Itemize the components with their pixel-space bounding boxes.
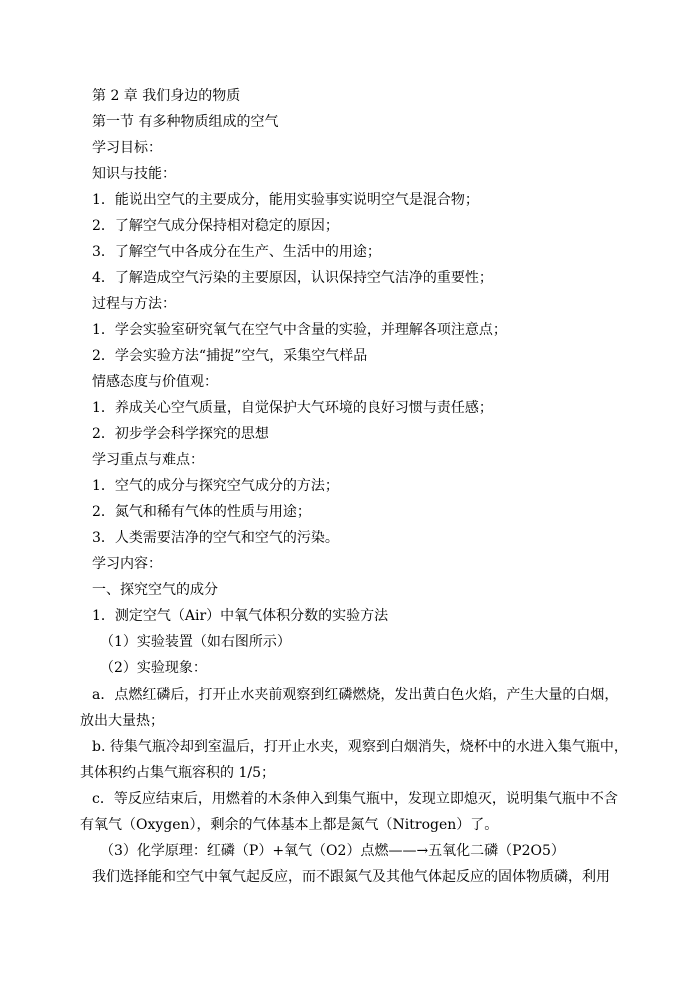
- paragraph-line: 放出大量热；: [80, 713, 164, 729]
- heading-learning-goals: 学习目标：: [92, 140, 162, 156]
- list-item: 1．养成关心空气质量，自觉保护大气环境的良好习惯与责任感；: [92, 400, 493, 416]
- paragraph-line: 有氧气（Oxygen），剩余的气体基本上都是氮气（Nitrogen）了。: [80, 817, 499, 833]
- experiment-apparatus: （1）实验装置（如右图所示）: [100, 634, 291, 650]
- list-item: 1．能说出空气的主要成分，能用实验事实说明空气是混合物；: [92, 192, 479, 208]
- paragraph-line: 我们选择能和空气中氧气起反应，而不跟氮气及其他气体起反应的固体物质磷，利用: [92, 869, 610, 885]
- list-item: 2．氮气和稀有气体的性质与用途；: [92, 504, 311, 520]
- subheading-method: 1．测定空气（Air）中氧气体积分数的实验方法: [92, 608, 389, 624]
- list-item: 3．人类需要洁净的空气和空气的污染。: [92, 530, 339, 546]
- heading-learning-content: 学习内容：: [92, 556, 162, 572]
- list-item: 2．学会实验方法“捕捉”空气，采集空气样品: [92, 348, 368, 364]
- list-item: 1．学会实验室研究氧气在空气中含量的实验，并理解各项注意点；: [92, 322, 507, 338]
- list-item: 2．初步学会科学探究的思想: [92, 426, 269, 442]
- chapter-title: 第 2 章 我们身边的物质: [92, 88, 241, 104]
- heading-process-methods: 过程与方法：: [92, 296, 176, 312]
- paragraph-line: b. 待集气瓶冷却到室温后，打开止水夹，观察到白烟消失，烧杯中的水进入集气瓶中，: [92, 739, 628, 755]
- paragraph-line: c．等反应结束后，用燃着的木条伸入到集气瓶中，发现立即熄灭，说明集气瓶中不含: [92, 791, 618, 807]
- paragraph-line: 其体积约占集气瓶容积的 1/5；: [80, 765, 275, 781]
- chemical-principle: （3）化学原理：红磷（P）+氧气（O2）点燃——→五氧化二磷（P2O5）: [100, 843, 565, 859]
- list-item: 3．了解空气中各成分在生产、生活中的用途；: [92, 244, 381, 260]
- experiment-phenomena: （2）实验现象：: [100, 660, 207, 676]
- list-item: 1．空气的成分与探究空气成分的方法；: [92, 478, 339, 494]
- paragraph-line: a．点燃红磷后，打开止水夹前观察到红磷燃烧，发出黄白色火焰，产生大量的白烟，: [92, 687, 619, 703]
- subheading-explore-air: 一、探究空气的成分: [92, 582, 218, 598]
- list-item: 2．了解空气成分保持相对稳定的原因；: [92, 218, 339, 234]
- section-title: 第一节 有多种物质组成的空气: [92, 114, 279, 130]
- heading-attitudes-values: 情感态度与价值观：: [92, 374, 218, 390]
- list-item: 4．了解造成空气污染的主要原因，认识保持空气洁净的重要性；: [92, 270, 493, 286]
- heading-key-points: 学习重点与难点：: [92, 452, 204, 468]
- heading-knowledge-skills: 知识与技能：: [92, 166, 176, 182]
